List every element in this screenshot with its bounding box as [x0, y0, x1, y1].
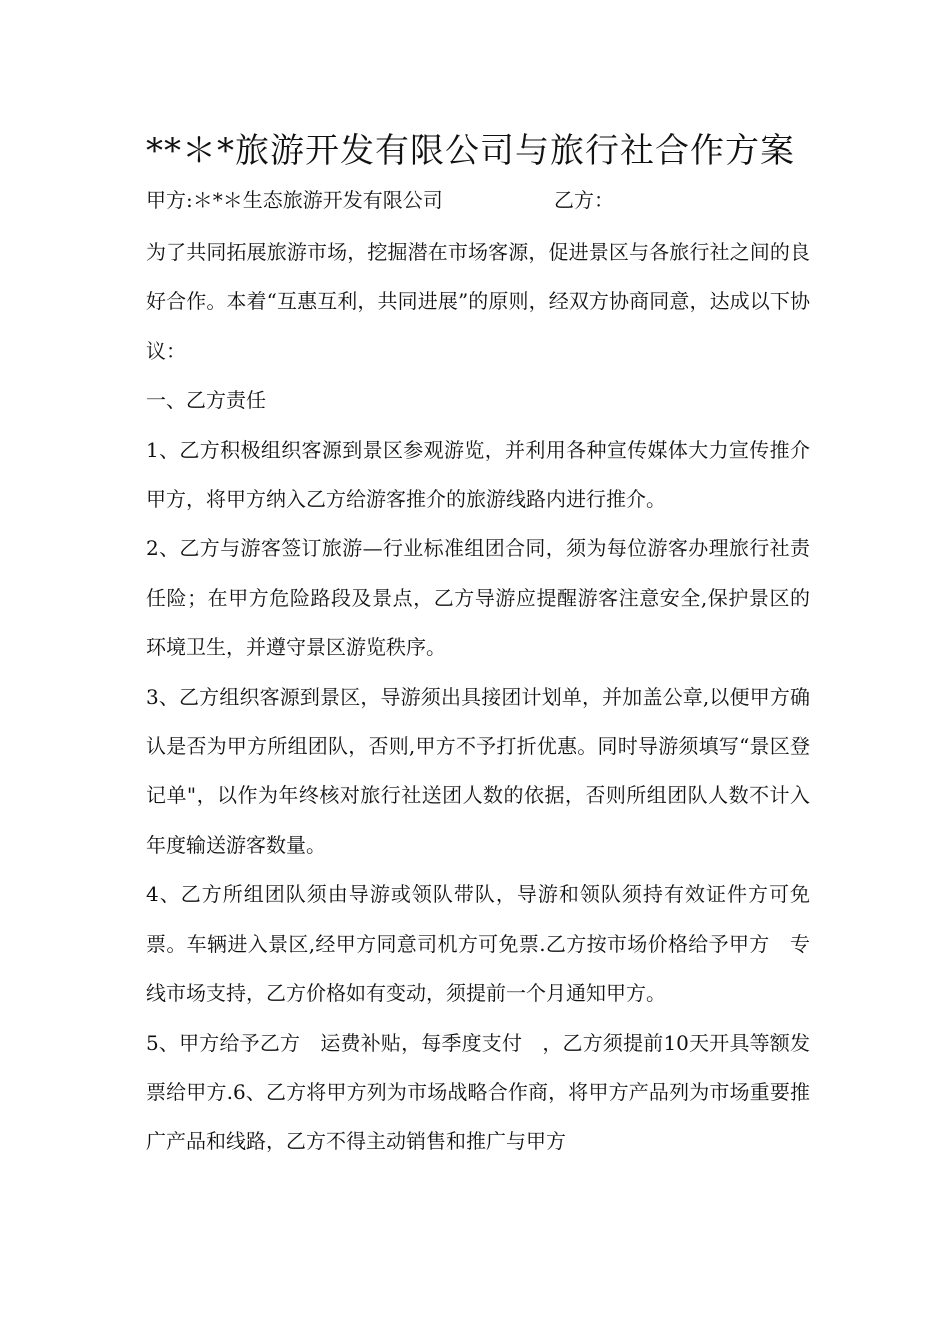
- party-b-label: 乙方：: [554, 188, 614, 212]
- intro-paragraph: 为了共同拓展旅游市场，挖掘潜在市场客源，促进景区与各旅行社之间的良好合作。本着“互惠互利，共同进展”的原则，经双方协商同意，达成以下协议：: [146, 240, 810, 363]
- document-body: [146, 228, 810, 1167]
- clause-paragraph: 5、甲方给予乙方 运费补贴，每季度支付 ，乙方须提前10天开具等额发票给甲方.6、乙方将甲方列为市场战略合作商，将甲方产品列为市场重要推广产品和线路，乙方不得主动销售和推广与甲方: [146, 1030, 810, 1154]
- clause-paragraph: 4、乙方所组团队须由导游或领队带队，导游和领队须持有效证件方可免票。车辆进入景区,经甲方同意司机方可免票.乙方按市场价格给予甲方 专线市场支持，乙方价格如有变动，须提前一个月通知甲方。: [146, 882, 810, 1006]
- clause-paragraph: 3、乙方组织客源到景区，导游须出具接团计划单，并加盖公章,以便甲方确认是否为甲方所组团队，否则,甲方不予打折优惠。同时导游须填写“景区登记单"，以作为年终核对旅行社送团人数的依据，否则所组团队人数不计入年度输送游客数量。: [146, 684, 810, 857]
- parties-line: [146, 182, 826, 218]
- document-title: **＊*旅游开发有限公司与旅行社合作方案: [146, 131, 795, 171]
- party-a-label: 甲方:＊*＊生态旅游开发有限公司: [146, 188, 443, 212]
- clause-paragraph: 1、乙方积极组织客源到景区参观游览，并利用各种宣传媒体大力宣传推介甲方，将甲方纳入乙方给游客推介的旅游线路内进行推介。: [146, 437, 810, 512]
- clause-paragraph: 2、乙方与游客签订旅游—行业标准组团合同，须为每位游客办理旅行社责任险；在甲方危险路段及景点，乙方导游应提醒游客注意安全,保护景区的环境卫生，并遵守景区游览秩序。: [146, 536, 810, 660]
- section-heading: 一、乙方责任: [146, 388, 266, 413]
